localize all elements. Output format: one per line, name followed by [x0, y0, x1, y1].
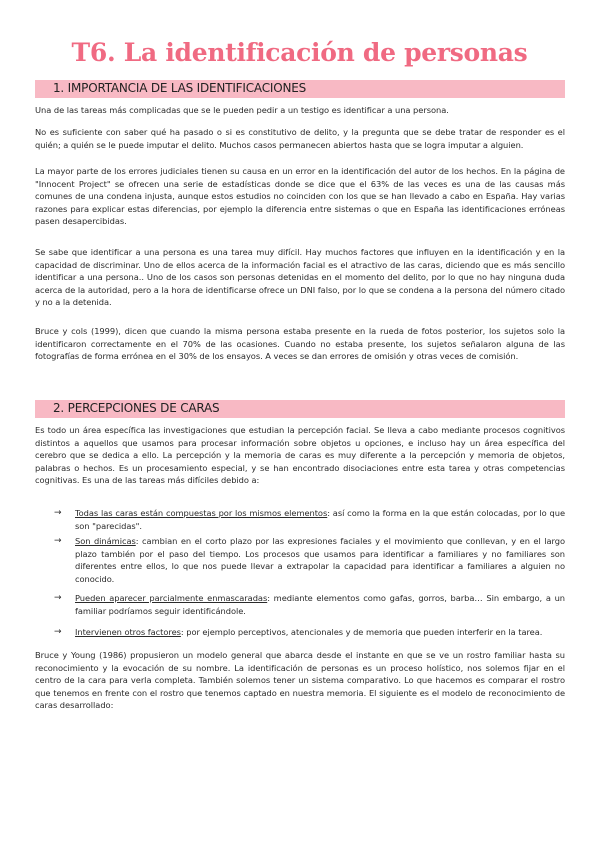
- list-item: [75, 507, 565, 532]
- paragraph-1-4: Se sabe que identificar a una persona es una tarea muy difícil. Hay muchos factores que influyen en la identificación y en la capacidad de discriminar. Uno de ellos acerca de la información facial es el atractivo de las caras, diciendo que es más sencillo identificar a una persona.. Uno de los casos son personas detenidas en el momento del delito, por lo que no hay ninguna duda acerca de la autoridad, pero a la hora de identificarse ofrece un DNI falso, por lo que se condena a la persona del número citado y no a la detenida.: [35, 247, 565, 308]
- list-item: [75, 626, 565, 639]
- list-item-key: Son dinámicas: [75, 536, 136, 546]
- paragraph-2-intro: Es todo un área específica las investigaciones que estudian la percepción facial. Se lleva a cabo mediante procesos cognitivos distintos a aquellos que usamos para procesar información sobre objetos u opciones, e incluso hay un área específica del cerebro que se dedica a ello. La percepción y la memoria de caras es muy diferente a la percepción y memoria de objetos, palabras o hechos. Es un procesamiento especial, y se han encontrado disociaciones entre esta tarea y otras competencias cognitivas. Es una de las tareas más difíciles debido a:: [35, 425, 565, 486]
- list-item: [75, 535, 565, 585]
- arrow-icon: →: [54, 593, 62, 603]
- list-item-key: Intervienen otros factores: [75, 627, 181, 637]
- section-heading-band-1: [35, 80, 565, 98]
- section-heading-1: 1. IMPORTANCIA DE LAS IDENTIFICACIONES: [53, 81, 307, 95]
- list-item-text: : por ejemplo perceptivos, atencionales y de memoria que pueden interferir en la tarea.: [180, 627, 543, 637]
- paragraph-1-3: La mayor parte de los errores judiciales tienen su causa en un error en la identificación del autor de los hechos. En la página de "Innocent Project" se ofrecen una serie de estadísticas donde se dice que el 63% de las veces es una de las causas más comunes de una condena injusta, aunque estos estudios no coinciden con los que se han llevado a cabo en España. Hay varias razones para explicar estas diferencias, por ejemplo la diferencia entre sistemas o que en España las identificaciones erróneas pasen desapercibidas.: [35, 166, 565, 227]
- paragraph-1-1: Una de las tareas más complicadas que se le pueden pedir a un testigo es identificar a una persona.: [35, 105, 449, 115]
- paragraph-1-5: Bruce y cols (1999), dicen que cuando la misma persona estaba presente en la rueda de fotos posterior, los sujetos solo la identificaron correctamente en el 70% de las ocasiones. Cuando no estaba presente, los sujetos señalaron alguna de las fotografías de forma errónea en el 30% de los ensayos. A veces se dan errores de omisión y otras veces de comisión.: [35, 326, 565, 362]
- list-item-text: : cambian en el corto plazo por las expresiones faciales y el movimiento que conllevan, y en el largo plazo también por el paso del tiempo. Los procesos que usamos para identificar a familiares y no familiares son diferentes entre ellos, lo que nos puede llevar a extrapolar la capacidad para identificar a familiares a alguien no conocido.: [75, 536, 565, 584]
- paragraph-1-2: No es suficiente con saber qué ha pasado o si es constitutivo de delito, y la pregunta que se debe tratar de responder es el quién; a quién se le puede imputar el delito. Muchos casos permanecen abiertos hasta que se logra imputar a alguien.: [35, 127, 565, 150]
- list-item-key: Pueden aparecer parcialmente enmascaradas: [75, 593, 268, 603]
- arrow-icon: →: [54, 536, 62, 546]
- arrow-icon: →: [54, 508, 62, 518]
- section-heading-band-2: [35, 400, 565, 418]
- list-item-text: : así como la forma en la que están colocadas, por lo que son "parecidas".: [75, 508, 565, 531]
- arrow-icon: →: [54, 627, 62, 637]
- section-heading-2: 2. PERCEPCIONES DE CARAS: [53, 401, 220, 415]
- list-item-key: Todas las caras están compuestas por los mismos elementos: [75, 508, 328, 518]
- list-item: [75, 592, 565, 617]
- paragraph-2-closing: Bruce y Young (1986) propusieron un modelo general que abarca desde el instante en que se ve un rostro familiar hasta su reconocimiento y la evocación de su nombre. La identificación de personas es un proceso holístico, nos solemos fijar en el centro de la cara para verla completa. También solemos tener un sistema comparativo. Lo que hacemos es comparar el rostro que tenemos en frente con el rostro que tenemos captado en nuestra memoria. El siguiente es el modelo de reconocimiento de caras desarrollado:: [35, 650, 565, 711]
- list-item-text: : mediante elementos como gafas, gorros, barba… Sin embargo, a un familiar podríamos seguir identificándole.: [75, 593, 565, 616]
- page-title: T6. La identificación de personas: [71, 38, 528, 67]
